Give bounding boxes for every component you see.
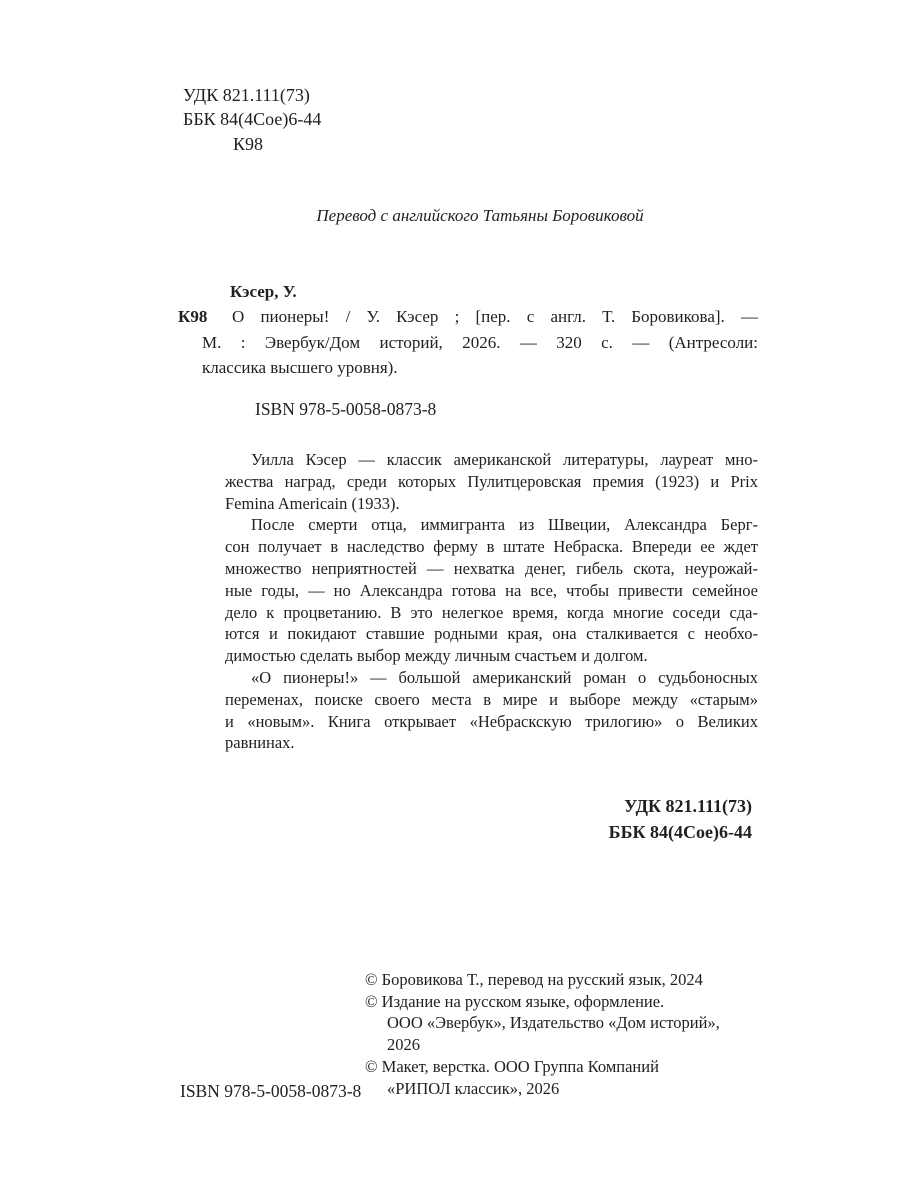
copyright-line-publishers: ООО «Эвербук», Издательство «Дом историй», [387,1013,720,1033]
annotation-paragraph-1: Уилла Кэсер — классик американской литературы, лауреат мно- жества наград, среди которых Пулитцеровская премия (1923) и Prix Femina Americain (1933). [225,450,758,513]
udc-code-top: УДК 821.111(73) [183,85,310,105]
card-author-sign: К98 [178,307,208,327]
bottom-classification-block [202,794,752,845]
isbn-bottom: ISBN 978-5-0058-0873-8 [180,1081,362,1101]
annotation-paragraph-3: «О пионеры!» — большой американский роман о судьбоносных переменах, поиске своего места в мире и выборе между «старым» и «новым». Книга открывает «Небраскскую трилогию» о Великих равнинах. [225,667,758,753]
annotation-paragraph-2: После смерти отца, иммигранта из Швеции, Александра Берг- сон получает в наследство ферму в штате Небраска. Впереди ее ждет множество неприятностей — нехватка денег, гибель скота, неурожай- ные годы, — но Александра готова на все, чтобы привести семейное дело к процветанию. В это нелегкое время, когда многие соседи сда- ются и покидают ставшие родными края, она сталкивается с необхо- димостью сделать выбор между личным счастьем и долгом. [225,515,758,666]
udc-code-bottom: УДК 821.111(73) [624,796,752,816]
copyright-line-translation: © Боровикова Т., перевод на русский язык, 2024 [365,970,703,989]
annotation [225,449,758,754]
isbn-statement: ISBN 978-5-0058-0873-8 [255,399,437,419]
translator-credit: Перевод с английского Татьяны Боровиковой [316,206,644,225]
card-bibliographic-record: О пионеры! / У. Кэсер ; [пер. с англ. Т. Боровикова]. — М. : Эвербук/Дом историй, 2026. — 320 с. — (Антресоли: классика высшего уровня). [202,307,758,378]
copyright-line-year: 2026 [387,1035,420,1055]
catalog-card [178,279,758,381]
top-classification-block [183,83,321,156]
copyright-line-layout: © Макет, верстка. ООО Группа Компаний [365,1056,659,1076]
bbk-code-bottom: ББК 84(4Сое)6-44 [608,821,752,842]
copyright-block [365,969,765,1099]
card-author-heading: Кэсер, У. [230,282,297,301]
copyright-line-ripol: «РИПОЛ классик», 2026 [387,1078,560,1098]
bbk-code-top: ББК 84(4Сое)6-44 [183,109,322,130]
copyright-line-edition: © Издание на русском языке, оформление. [365,991,665,1011]
author-sign-top: К98 [233,133,264,154]
